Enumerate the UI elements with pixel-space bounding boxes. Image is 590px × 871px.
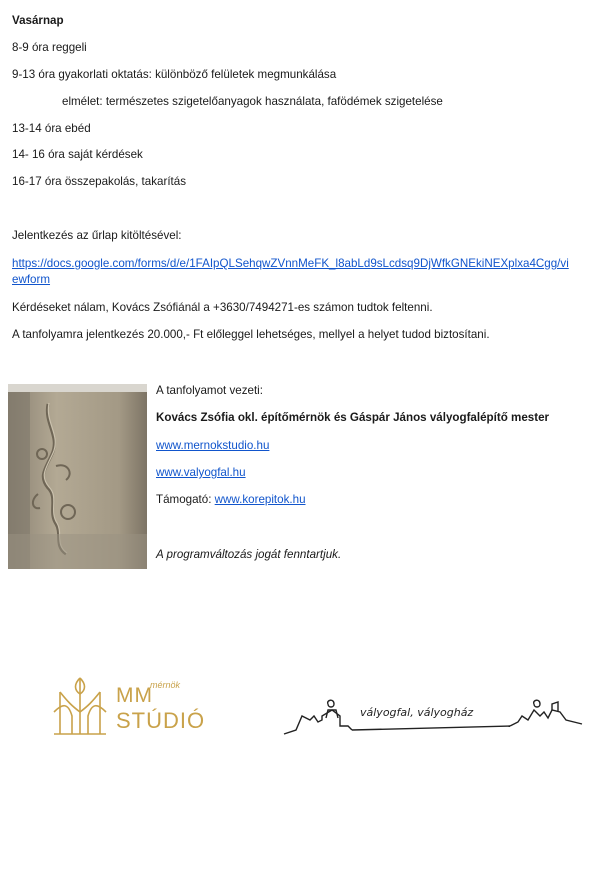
link-valyogfal[interactable]: www.valyogfal.hu xyxy=(156,466,246,479)
mm-initials: MM xyxy=(116,684,153,707)
lead-names: Kovács Zsófia okl. építőmérnök és Gáspár János vályogfalépítő mester xyxy=(156,411,550,424)
registration-fee: A tanfolyamra jelentkezés 20.000,- Ft előleggel lehetséges, mellyel a helyet tudod biztosítani. xyxy=(12,328,490,341)
registration-intro: Jelentkezés az űrlap kitöltésével: xyxy=(12,229,182,242)
schedule-item-practice: 9-13 óra gyakorlati oktatás: különböző felületek megmunkálása xyxy=(12,68,337,81)
registration-form-link[interactable]: https://docs.google.com/forms/d/e/1FAIpQLSehqwZVnnMeFK_l8abLd9sLcdsq9DjWfkGNEkiNEXplxa4Cgg/viewform xyxy=(12,257,569,286)
sponsor-label: Támogató: xyxy=(156,493,215,506)
registration-contact: Kérdéseket nálam, Kovács Zsófiánál a +3630/7494271-es számon tudtok feltenni. xyxy=(12,301,433,314)
sponsor-line xyxy=(156,493,306,506)
lead-label: A tanfolyamot vezeti: xyxy=(156,384,263,397)
schedule-heading: Vasárnap xyxy=(12,14,64,27)
valyogfal-text: vályogfal, vályogház xyxy=(360,706,474,719)
schedule-item-cleanup: 16-17 óra összepakolás, takarítás xyxy=(12,175,187,188)
link-mernokstudio[interactable]: www.mernokstudio.hu xyxy=(156,439,270,452)
link-korepitok[interactable]: www.korepitok.hu xyxy=(214,493,306,506)
schedule-item-questions: 14- 16 óra saját kérdések xyxy=(12,148,143,161)
mm-studio-text: STÚDIÓ xyxy=(116,708,206,733)
wall-relief-photo xyxy=(8,384,147,569)
schedule-item-lunch: 13-14 óra ebéd xyxy=(12,122,91,135)
disclaimer: A programváltozás jogát fenntartjuk. xyxy=(156,548,342,561)
mm-small-text: mérnök xyxy=(150,680,181,690)
schedule-item-breakfast: 8-9 óra reggeli xyxy=(12,41,87,54)
valyogfal-logo xyxy=(282,690,588,740)
mm-studio-logo xyxy=(50,672,206,742)
schedule-item-theory: elmélet: természetes szigetelőanyagok használata, fafödémek szigetelése xyxy=(62,95,443,108)
